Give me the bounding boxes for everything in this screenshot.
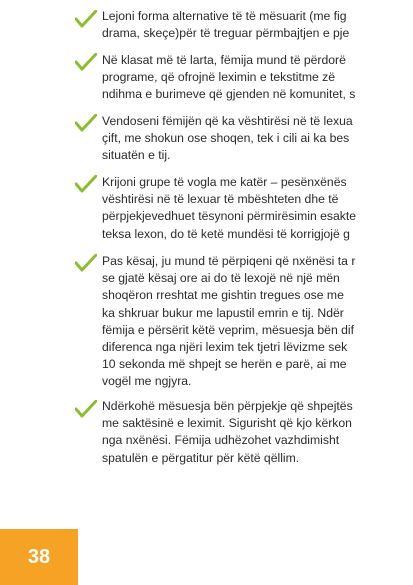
text-line: ka shkruar bukur me lapustil emrin e tij. Ndër xyxy=(102,305,344,320)
text-line: Lejoni forma alternative të të mësuarit (me fig xyxy=(102,9,347,23)
text-line: fëmija e përsërit këtë veprim, mësuesja bën dif xyxy=(102,322,354,337)
text-line: me saktësinë e leximit. Sigurisht që kjo kërkon xyxy=(102,416,352,431)
text-line: Krijoni grupe të vogla me katër – pesënxënës xyxy=(102,175,347,189)
bullet-text xyxy=(102,52,413,104)
text-line: vështirësi në të lexuar të mbështeten dhe të xyxy=(102,192,339,207)
page-number-badge xyxy=(0,529,78,585)
checkmark-icon xyxy=(75,400,97,418)
text-line: spatulën e përgatitur për këtë qëllim. xyxy=(102,450,300,465)
text-line: situatën e tij. xyxy=(102,148,171,163)
text-line: vogël me ngjyra. xyxy=(102,374,192,389)
text-line: shoqëron rreshtat me gishtin tregues ose me xyxy=(102,288,344,303)
text-line: teksa lexon, do të ketë mundësi të korrigjojë g xyxy=(102,226,350,241)
text-line: ndihma e burimeve që gjenden në komunitet, s xyxy=(102,87,356,102)
checkmark-icon xyxy=(75,254,97,272)
text-line: drama, skeçe)për të treguar përmbajtjen e pje xyxy=(102,26,350,41)
text-line: përpjekjevedhuet tësynoni përmirësimin esakte xyxy=(102,209,357,224)
bullet-text xyxy=(102,113,413,165)
text-line: 10 sekonda më shpejt se herën e parë, ai me xyxy=(102,357,347,372)
page-number: 38 xyxy=(27,545,51,568)
text-line: Në klasat më të larta, fëmija mund të përdorë xyxy=(102,53,346,67)
text-line: Pas kësaj, ju mund të përpiqeni që nxënësi ta r xyxy=(102,254,356,268)
text-line: çift, me shokun ose shoqen, tek i cili ai ka bes xyxy=(102,131,350,146)
text-line: nga nxënësi. Fëmija udhëzohet vazhdimisht xyxy=(102,433,340,448)
checkmark-icon xyxy=(75,114,97,132)
text-line: se gjatë kësaj ore ai do të lexojë në një mën xyxy=(102,271,340,286)
text-line: diferenca nga njëri lexim tek tjetri lëvizme sek xyxy=(102,340,348,355)
text-line: Ndërkohë mësuesja bën përpjekje që shpejtës xyxy=(102,399,353,413)
checkmark-icon xyxy=(75,53,97,71)
bullet-text xyxy=(102,253,413,391)
checkmark-icon xyxy=(75,10,97,28)
checkmark-icon xyxy=(75,175,97,193)
bullet-text xyxy=(102,398,413,467)
text-line: programe, që ofrojnë leximin e tekstitme zë xyxy=(102,70,336,85)
bullet-text xyxy=(102,8,413,42)
bullet-text xyxy=(102,174,413,243)
text-line: Vendoseni fëmijën që ka vështirësi në të lexua xyxy=(102,114,353,128)
